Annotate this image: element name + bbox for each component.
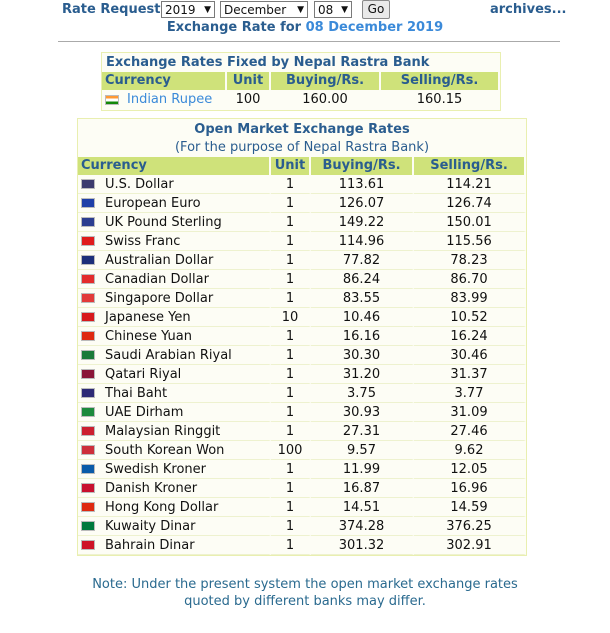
- currency-cell: [78, 251, 271, 270]
- column-header-currency: Currency: [102, 72, 227, 90]
- year-select-value: 2019: [165, 3, 196, 17]
- rate-request-label: Rate Request: [62, 2, 161, 17]
- month-select-value: December: [224, 3, 287, 17]
- rate-request-bar: [0, 0, 610, 22]
- table-row: [78, 365, 526, 384]
- open-market-header: [78, 157, 526, 175]
- currency-cell: [78, 365, 271, 384]
- currency-name: Japanese Yen: [105, 309, 191, 325]
- go-button[interactable]: Go: [362, 0, 390, 19]
- singapore-flag-icon: [81, 293, 95, 303]
- denmark-flag-icon: [81, 483, 95, 493]
- buying-cell: 31.20: [311, 365, 414, 384]
- selling-cell: 30.46: [414, 346, 526, 365]
- table-row: [78, 403, 526, 422]
- currency-name: Thai Baht: [105, 385, 168, 401]
- korea-flag-icon: [81, 445, 95, 455]
- currency-name: Swiss Franc: [105, 233, 181, 249]
- buying-cell: 11.99: [311, 460, 414, 479]
- currency-cell: [78, 479, 271, 498]
- currency-cell: [78, 498, 271, 517]
- table-row: [78, 289, 526, 308]
- unit-cell: 1: [271, 422, 311, 441]
- buying-cell: 301.32: [311, 536, 414, 555]
- table-row: [78, 270, 526, 289]
- currency-cell: [78, 289, 271, 308]
- selling-cell: 302.91: [414, 536, 526, 555]
- day-select[interactable]: [314, 1, 352, 18]
- malaysia-flag-icon: [81, 426, 95, 436]
- qatar-flag-icon: [81, 369, 95, 379]
- hongkong-flag-icon: [81, 502, 95, 512]
- currency-cell: [102, 90, 227, 110]
- bahrain-flag-icon: [81, 540, 95, 550]
- currency-cell: [78, 213, 271, 232]
- india-flag-icon: [105, 95, 119, 105]
- unit-cell: 1: [271, 270, 311, 289]
- currency-name: Kuwaity Dinar: [105, 518, 196, 534]
- currency-cell: [78, 403, 271, 422]
- selling-cell: 115.56: [414, 232, 526, 251]
- currency-name: Australian Dollar: [105, 252, 214, 268]
- table-row: [78, 308, 526, 327]
- currency-name: UAE Dirham: [105, 404, 184, 420]
- selling-cell: 31.37: [414, 365, 526, 384]
- currency-cell: [78, 460, 271, 479]
- unit-cell: 1: [271, 194, 311, 213]
- table-row: [78, 175, 526, 194]
- unit-cell: 1: [271, 213, 311, 232]
- currency-cell: [78, 194, 271, 213]
- selling-cell: 12.05: [414, 460, 526, 479]
- currency-cell: [78, 232, 271, 251]
- fixed-rates-header: [102, 72, 500, 90]
- selling-cell: 126.74: [414, 194, 526, 213]
- unit-cell: 100: [271, 441, 311, 460]
- month-select[interactable]: [220, 1, 308, 18]
- selling-cell: 14.59: [414, 498, 526, 517]
- selling-cell: 10.52: [414, 308, 526, 327]
- day-select-value: 08: [318, 3, 334, 17]
- page-title-date: 08 December 2019: [305, 20, 444, 35]
- table-row: [78, 251, 526, 270]
- table-row: [78, 517, 526, 536]
- currency-name: Malaysian Ringgit: [105, 423, 221, 439]
- currency-name: European Euro: [105, 195, 201, 211]
- column-header-unit: Unit: [271, 157, 311, 175]
- disclaimer-note: [0, 576, 610, 610]
- currency-name: Hong Kong Dollar: [105, 499, 219, 515]
- unit-cell: 1: [271, 365, 311, 384]
- selling-cell: 376.25: [414, 517, 526, 536]
- selling-cell: 16.24: [414, 327, 526, 346]
- unit-cell: 100: [227, 90, 271, 110]
- buying-cell: 10.46: [311, 308, 414, 327]
- currency-cell: [78, 536, 271, 555]
- currency-name: Swedish Kroner: [105, 461, 207, 477]
- table-row: [78, 460, 526, 479]
- eu-flag-icon: [81, 198, 95, 208]
- selling-cell: 9.62: [414, 441, 526, 460]
- selling-cell: 150.01: [414, 213, 526, 232]
- selling-cell: 83.99: [414, 289, 526, 308]
- note-line-1: Note: Under the present system the open market exchange rates: [92, 577, 518, 592]
- unit-cell: 1: [271, 384, 311, 403]
- dropdown-arrow-icon: ▼: [341, 5, 348, 15]
- buying-cell: 30.30: [311, 346, 414, 365]
- currency-name: Danish Kroner: [105, 480, 198, 496]
- table-row: [78, 536, 526, 555]
- column-header-selling: Selling/Rs.: [414, 157, 526, 175]
- currency-cell: [78, 346, 271, 365]
- currency-cell: [78, 384, 271, 403]
- buying-cell: 113.61: [311, 175, 414, 194]
- selling-cell: 27.46: [414, 422, 526, 441]
- china-flag-icon: [81, 331, 95, 341]
- canada-flag-icon: [81, 274, 95, 284]
- currency-name: Chinese Yuan: [105, 328, 192, 344]
- table-row: [78, 346, 526, 365]
- note-line-2: quoted by different banks may differ.: [184, 594, 426, 609]
- fixed-rates-title: Exchange Rates Fixed by Nepal Rastra Bank: [106, 55, 430, 70]
- column-header-buying: Buying/Rs.: [311, 157, 414, 175]
- buying-cell: 83.55: [311, 289, 414, 308]
- currency-name: South Korean Won: [105, 442, 225, 458]
- uk-flag-icon: [81, 217, 95, 227]
- buying-cell: 86.24: [311, 270, 414, 289]
- usa-flag-icon: [81, 179, 95, 189]
- selling-cell: 3.77: [414, 384, 526, 403]
- buying-cell: 3.75: [311, 384, 414, 403]
- selling-cell: 114.21: [414, 175, 526, 194]
- unit-cell: 1: [271, 479, 311, 498]
- year-select[interactable]: [161, 1, 215, 18]
- fixed-rates-table: [101, 52, 501, 111]
- buying-cell: 374.28: [311, 517, 414, 536]
- unit-cell: 1: [271, 327, 311, 346]
- table-row: [78, 479, 526, 498]
- page-title: [0, 20, 610, 35]
- unit-cell: 1: [271, 403, 311, 422]
- buying-cell: 27.31: [311, 422, 414, 441]
- archives-link[interactable]: archives...: [490, 2, 567, 17]
- table-row: [78, 441, 526, 460]
- table-row: [78, 327, 526, 346]
- divider: [58, 41, 560, 42]
- column-header-unit: Unit: [227, 72, 271, 90]
- currency-cell: [78, 308, 271, 327]
- table-row: [102, 90, 500, 110]
- currency-name: Saudi Arabian Riyal: [105, 347, 232, 363]
- unit-cell: 1: [271, 517, 311, 536]
- unit-cell: 1: [271, 460, 311, 479]
- column-header-currency: Currency: [78, 157, 271, 175]
- unit-cell: 1: [271, 175, 311, 194]
- buying-cell: 114.96: [311, 232, 414, 251]
- currency-cell: [78, 175, 271, 194]
- uae-flag-icon: [81, 407, 95, 417]
- page-title-prefix: Exchange Rate for: [166, 20, 302, 35]
- unit-cell: 1: [271, 346, 311, 365]
- table-row: [78, 194, 526, 213]
- currency-cell: [78, 517, 271, 536]
- open-market-table: [77, 118, 527, 556]
- buying-cell: 16.87: [311, 479, 414, 498]
- currency-name: Canadian Dollar: [105, 271, 209, 287]
- currency-name: U.S. Dollar: [105, 176, 174, 192]
- unit-cell: 1: [271, 232, 311, 251]
- unit-cell: 10: [271, 308, 311, 327]
- selling-cell: 86.70: [414, 270, 526, 289]
- unit-cell: 1: [271, 251, 311, 270]
- selling-cell: 78.23: [414, 251, 526, 270]
- kuwait-flag-icon: [81, 521, 95, 531]
- table-row: [78, 422, 526, 441]
- buying-cell: 14.51: [311, 498, 414, 517]
- dropdown-arrow-icon: ▼: [297, 5, 304, 15]
- table-row: [78, 384, 526, 403]
- australia-flag-icon: [81, 255, 95, 265]
- buying-cell: 9.57: [311, 441, 414, 460]
- currency-cell: [78, 441, 271, 460]
- currency-cell: [78, 422, 271, 441]
- sweden-flag-icon: [81, 464, 95, 474]
- selling-cell: 31.09: [414, 403, 526, 422]
- open-market-title: Open Market Exchange Rates: [194, 122, 410, 137]
- open-market-rows: [78, 175, 526, 555]
- buying-cell: 77.82: [311, 251, 414, 270]
- buying-cell: 149.22: [311, 213, 414, 232]
- buying-cell: 16.16: [311, 327, 414, 346]
- unit-cell: 1: [271, 289, 311, 308]
- open-market-subtitle: (For the purpose of Nepal Rastra Bank): [174, 140, 430, 155]
- dropdown-arrow-icon: ▼: [204, 5, 211, 15]
- column-header-buying: Buying/Rs.: [271, 72, 381, 90]
- thailand-flag-icon: [81, 388, 95, 398]
- saudi-flag-icon: [81, 350, 95, 360]
- unit-cell: 1: [271, 536, 311, 555]
- selling-cell: 16.96: [414, 479, 526, 498]
- currency-cell: [78, 327, 271, 346]
- currency-name: Indian Rupee: [127, 92, 213, 107]
- currency-name: Singapore Dollar: [105, 290, 214, 306]
- currency-cell: [78, 270, 271, 289]
- column-header-selling: Selling/Rs.: [381, 72, 500, 90]
- table-row: [78, 498, 526, 517]
- currency-name: Qatari Riyal: [105, 366, 182, 382]
- buying-cell: 126.07: [311, 194, 414, 213]
- selling-cell: 160.15: [381, 90, 500, 110]
- unit-cell: 1: [271, 498, 311, 517]
- japan-flag-icon: [81, 312, 95, 322]
- table-row: [78, 213, 526, 232]
- table-row: [78, 232, 526, 251]
- currency-name: UK Pound Sterling: [105, 214, 222, 230]
- buying-cell: 30.93: [311, 403, 414, 422]
- currency-name: Bahrain Dinar: [105, 537, 195, 553]
- buying-cell: 160.00: [271, 90, 381, 110]
- swiss-flag-icon: [81, 236, 95, 246]
